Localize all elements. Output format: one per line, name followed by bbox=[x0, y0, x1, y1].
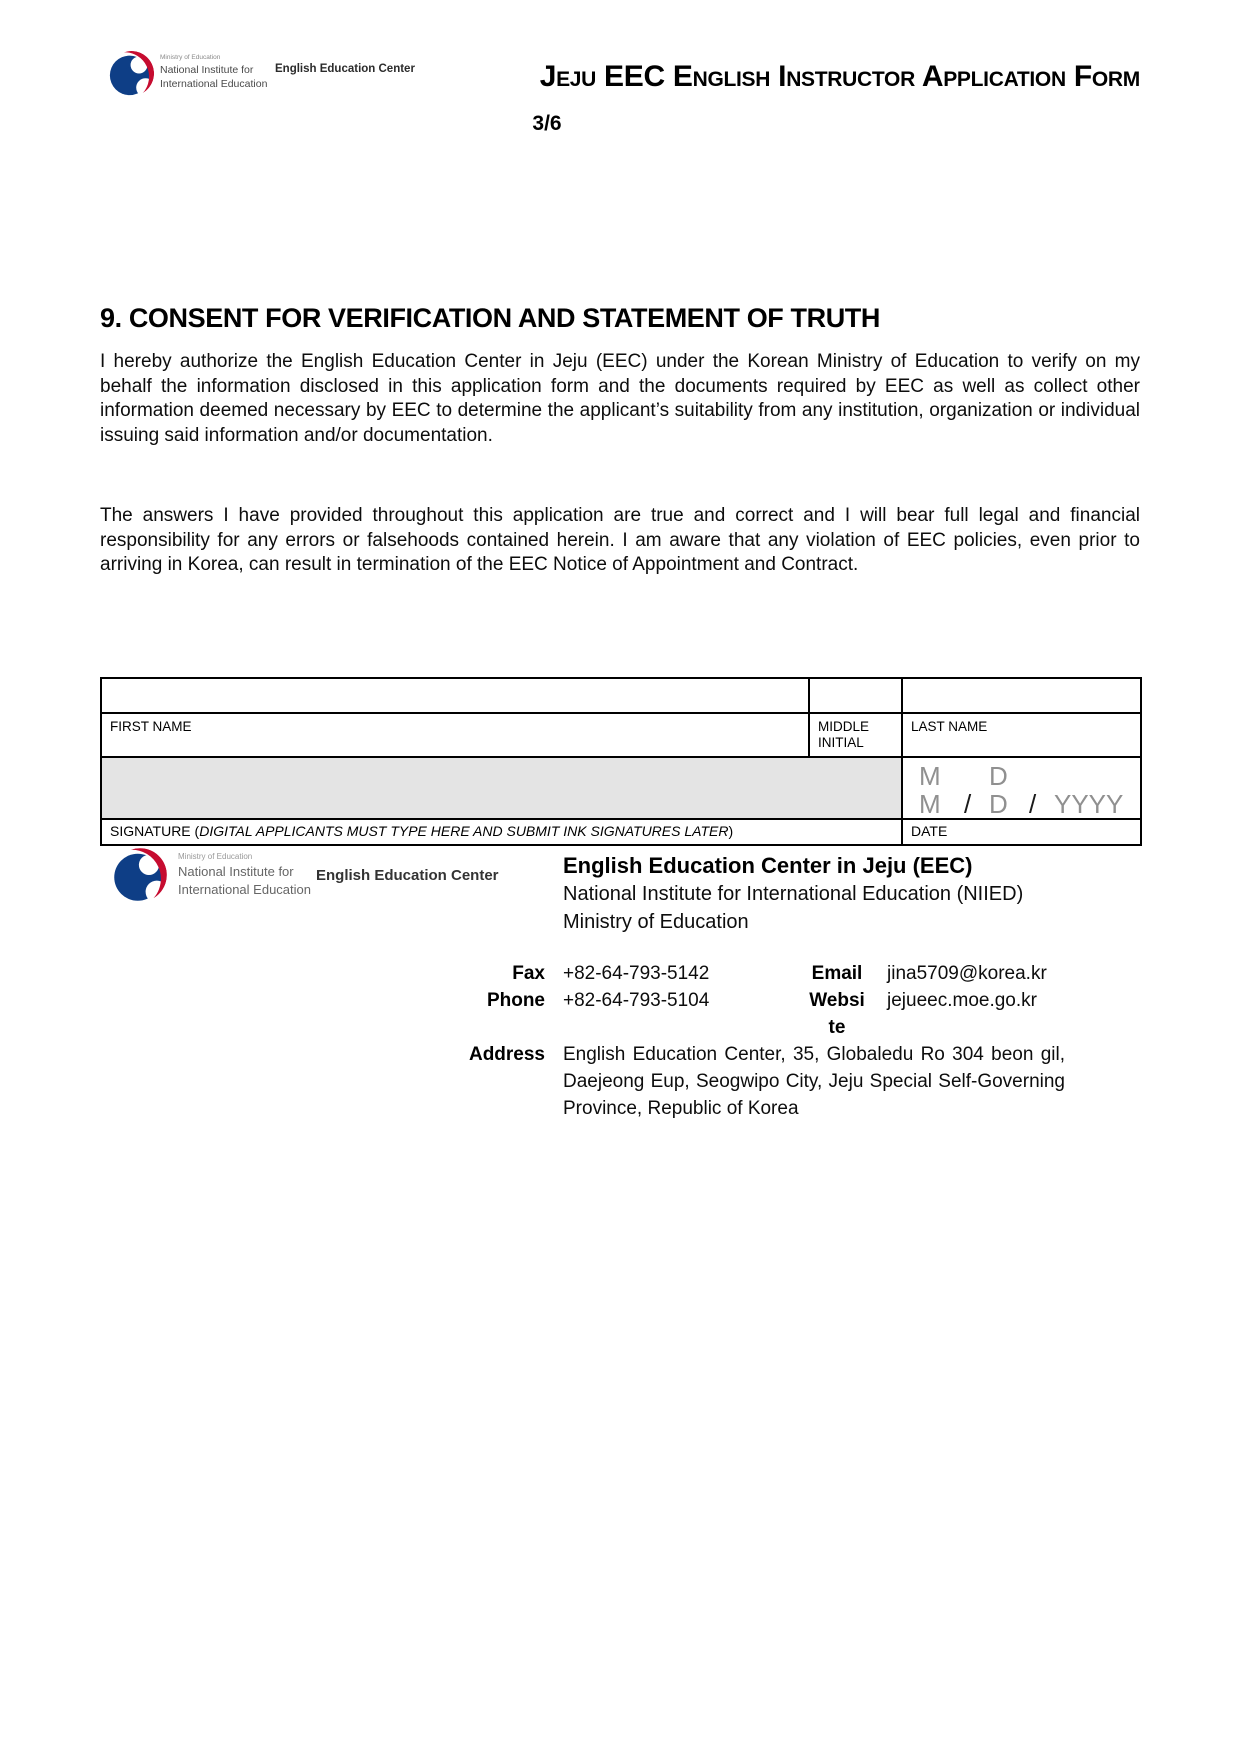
email-value: jina5709@korea.kr bbox=[887, 963, 1047, 984]
middle-initial-field[interactable] bbox=[809, 678, 902, 713]
org-niied: National Institute for International Education (NIIED) bbox=[563, 883, 1024, 905]
ministry-of-education-emblem-icon bbox=[108, 50, 155, 97]
consent-paragraph-1: I hereby authorize the English Education Center in Jeju (EEC) under the Korean Ministry of Education to verify on my behalf the information disclosed in this application form and the documents required by EEC as well as collect other information deemed necessary by EEC to determine the applicant’s suitability from any institution, organization or individual issuing said information and/or documentation. bbox=[100, 351, 1140, 446]
ministry-of-education-emblem-icon bbox=[112, 847, 168, 903]
fax-value: +82-64-793-5142 bbox=[563, 963, 710, 984]
logo-institute-text-line1: National Institute for bbox=[160, 64, 254, 76]
date-placeholder-line1: M D bbox=[919, 761, 1008, 791]
website-label: Website bbox=[809, 990, 865, 1038]
signature-table bbox=[100, 677, 1142, 846]
phone-value: +82-64-793-5104 bbox=[563, 990, 710, 1011]
logo-ministry-text: Ministry of Education bbox=[178, 852, 253, 861]
header-logo bbox=[108, 48, 415, 100]
logo-ministry-text: Ministry of Education bbox=[160, 54, 221, 61]
logo-center-text: English Education Center bbox=[275, 63, 415, 75]
date-placeholder-line2: M / D / YYYY bbox=[919, 789, 1124, 819]
phone-label: Phone bbox=[486, 990, 545, 1011]
date-field[interactable] bbox=[902, 757, 1141, 819]
signature-label: SIGNATURE (DIGITAL APPLICANTS MUST TYPE HERE AND SUBMIT INK SIGNATURES LATER) bbox=[101, 819, 902, 845]
fax-label: Fax bbox=[512, 963, 545, 984]
logo-center-text: English Education Center bbox=[316, 867, 499, 884]
last-name-field[interactable] bbox=[902, 678, 1141, 713]
first-name-field[interactable] bbox=[101, 678, 809, 713]
org-name: English Education Center in Jeju (EEC) bbox=[563, 853, 973, 878]
signature-field[interactable] bbox=[101, 757, 902, 819]
email-label: Email bbox=[811, 963, 863, 984]
footer-org-block bbox=[563, 852, 1080, 936]
logo-institute-text-line1: National Institute for bbox=[178, 864, 294, 879]
contact-grid bbox=[445, 960, 1085, 1122]
document-title: Jeju EEC English Instructor Application Form bbox=[539, 60, 1140, 93]
org-ministry: Ministry of Education bbox=[563, 911, 749, 933]
logo-institute-text-line2: International Education bbox=[178, 882, 311, 897]
first-name-label: FIRST NAME bbox=[101, 713, 809, 757]
consent-paragraph-2: The answers I have provided throughout this application are true and correct and I will bear full legal and financial responsibility for any errors or falsehoods contained herein. I am aware that any violation of EEC policies, even prior to arriving in Korea, can result in termination of the EEC Notice of Appointment and Contract. bbox=[100, 505, 1140, 575]
logo-institute-text-line2: International Education bbox=[160, 78, 268, 90]
footer-contact-block bbox=[445, 852, 1085, 1122]
page-number: 3/6 bbox=[532, 112, 562, 135]
address-value: English Education Center, 35, Globaledu Ro 304 beon gil, Daejeong Eup, Seogwipo City, Jeju Special Self-Governing Province, Republic of Korea bbox=[563, 1044, 1065, 1119]
date-label: DATE bbox=[902, 819, 1141, 845]
last-name-label: LAST NAME bbox=[902, 713, 1141, 757]
website-value: jejueec.moe.go.kr bbox=[887, 990, 1037, 1011]
address-label: Address bbox=[468, 1044, 545, 1065]
section-heading: 9. CONSENT FOR VERIFICATION AND STATEMENT OF TRUTH bbox=[100, 303, 880, 333]
middle-initial-label: MIDDLE INITIAL bbox=[809, 713, 902, 757]
